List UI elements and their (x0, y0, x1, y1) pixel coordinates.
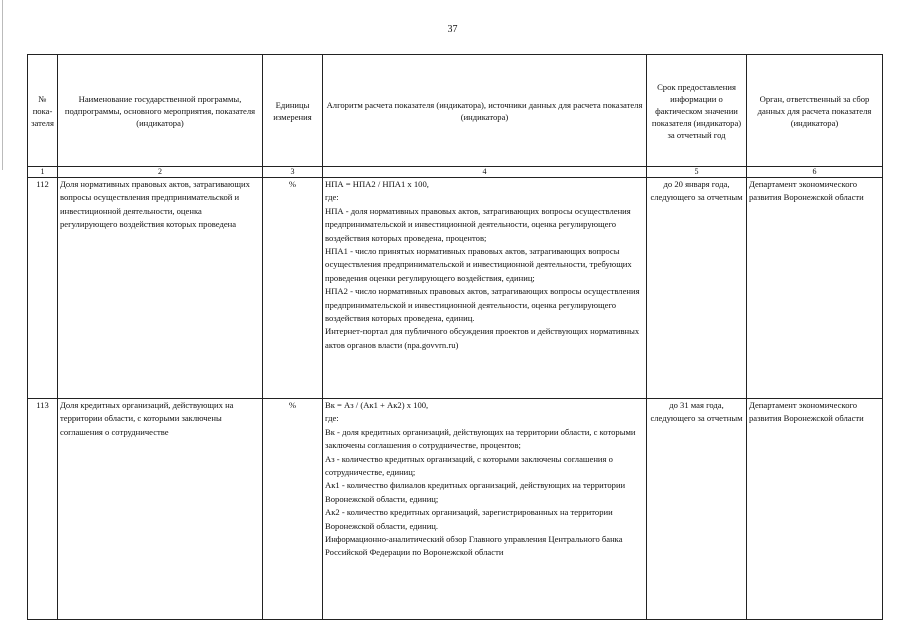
algorithm-line: НПА = НПА2 / НПА1 х 100, (325, 179, 429, 189)
header-unit: Единицы измерения (263, 55, 323, 167)
row-deadline: до 31 мая года, следующего за отчетным (647, 399, 747, 620)
table-row (28, 399, 883, 620)
algorithm-line: НПА - доля нормативных правовых актов, затрагивающих вопросы осуществления предпринимательской и инвестиционной деятельности, оценка регулирующего воздействия которых проведена, процентов; (325, 205, 631, 243)
row-number: 112 (28, 178, 58, 399)
header-responsible: Орган, ответственный за сбор данных для расчета показателя (индикатора) (747, 55, 883, 167)
algorithm-line: где: (325, 192, 339, 203)
row-unit: % (263, 399, 323, 620)
row-indicator-name: Доля кредитных организаций, действующих на территории области, с которыми заключены соглашения о сотрудничестве (58, 399, 263, 620)
table-header-row (28, 55, 883, 167)
row-indicator-name: Доля нормативных правовых актов, затрагивающих вопросы осуществления предпринимательской и инвестиционной деятельности, оценка регулирующего воздействия которых проведена (58, 178, 263, 399)
column-number: 3 (263, 167, 323, 178)
table-row (28, 178, 883, 399)
row-unit: % (263, 178, 323, 399)
row-responsible: Департамент экономического развития Воронежской области (747, 399, 883, 620)
page-number: 37 (447, 24, 458, 35)
row-algorithm (323, 178, 647, 399)
indicator-table (27, 54, 883, 620)
column-number: 2 (58, 167, 263, 178)
header-algorithm: Алгоритм расчета показателя (индикатора), источники данных для расчета показателя (индикатора) (323, 55, 647, 167)
column-numbering-row (28, 167, 883, 178)
algorithm-line: Ак1 - количество филиалов кредитных организаций, действующих на территории Воронежской области, единиц; (325, 480, 626, 504)
algorithm-line: Информационно-аналитический обзор Главного управления Центрального банка Российской Федерации по Воронежской области (325, 534, 623, 558)
row-deadline: до 20 января года, следующего за отчетным (647, 178, 747, 399)
algorithm-line: НПА1 - число принятых нормативных правовых актов, затрагивающих вопросы осуществления предпринимательской и инвестиционной деятельности, требующих проведения оценки регулирующего воздействия, единиц; (325, 246, 632, 283)
row-algorithm (323, 399, 647, 620)
column-number: 4 (323, 167, 647, 178)
algorithm-line: где: (325, 413, 339, 424)
algorithm-line: Интернет-портал для публичного обсуждения проектов и действующих нормативных актов органов власти (npa.govvrn.ru) (325, 326, 640, 350)
column-number: 6 (747, 167, 883, 178)
algorithm-line: НПА2 - число нормативных правовых актов, затрагивающих вопросы осуществления предпринимательской и инвестиционной деятельности, оценка регулирующего воздействия которых проведена, единиц. (325, 286, 640, 324)
header-number: № пока-зателя (28, 55, 58, 167)
algorithm-line: Ак2 - количество кредитных организаций, зарегистрированных на территории Воронежской области, единиц. (325, 507, 613, 531)
algorithm-line: Вк - доля кредитных организаций, действующих на территории области, с которыми заключены соглашения о сотрудничестве, процентов; (325, 426, 636, 451)
algorithm-line: Аз - количество кредитных организаций, с которыми заключены соглашения о сотрудничестве, единиц; (325, 453, 613, 478)
header-deadline: Срок предоставления информации о фактическом значении показателя (индикатора) за отчетный год (647, 55, 747, 167)
column-number: 5 (647, 167, 747, 178)
row-number: 113 (28, 399, 58, 620)
header-name: Наименование государственной программы, подпрограммы, основного мероприятия, показателя (индикатора) (58, 55, 263, 167)
algorithm-line: Вк = Аз / (Ак1 + Ак2) х 100, (325, 400, 429, 410)
column-number: 1 (28, 167, 58, 178)
row-responsible: Департамент экономического развития Воронежской области (747, 178, 883, 399)
